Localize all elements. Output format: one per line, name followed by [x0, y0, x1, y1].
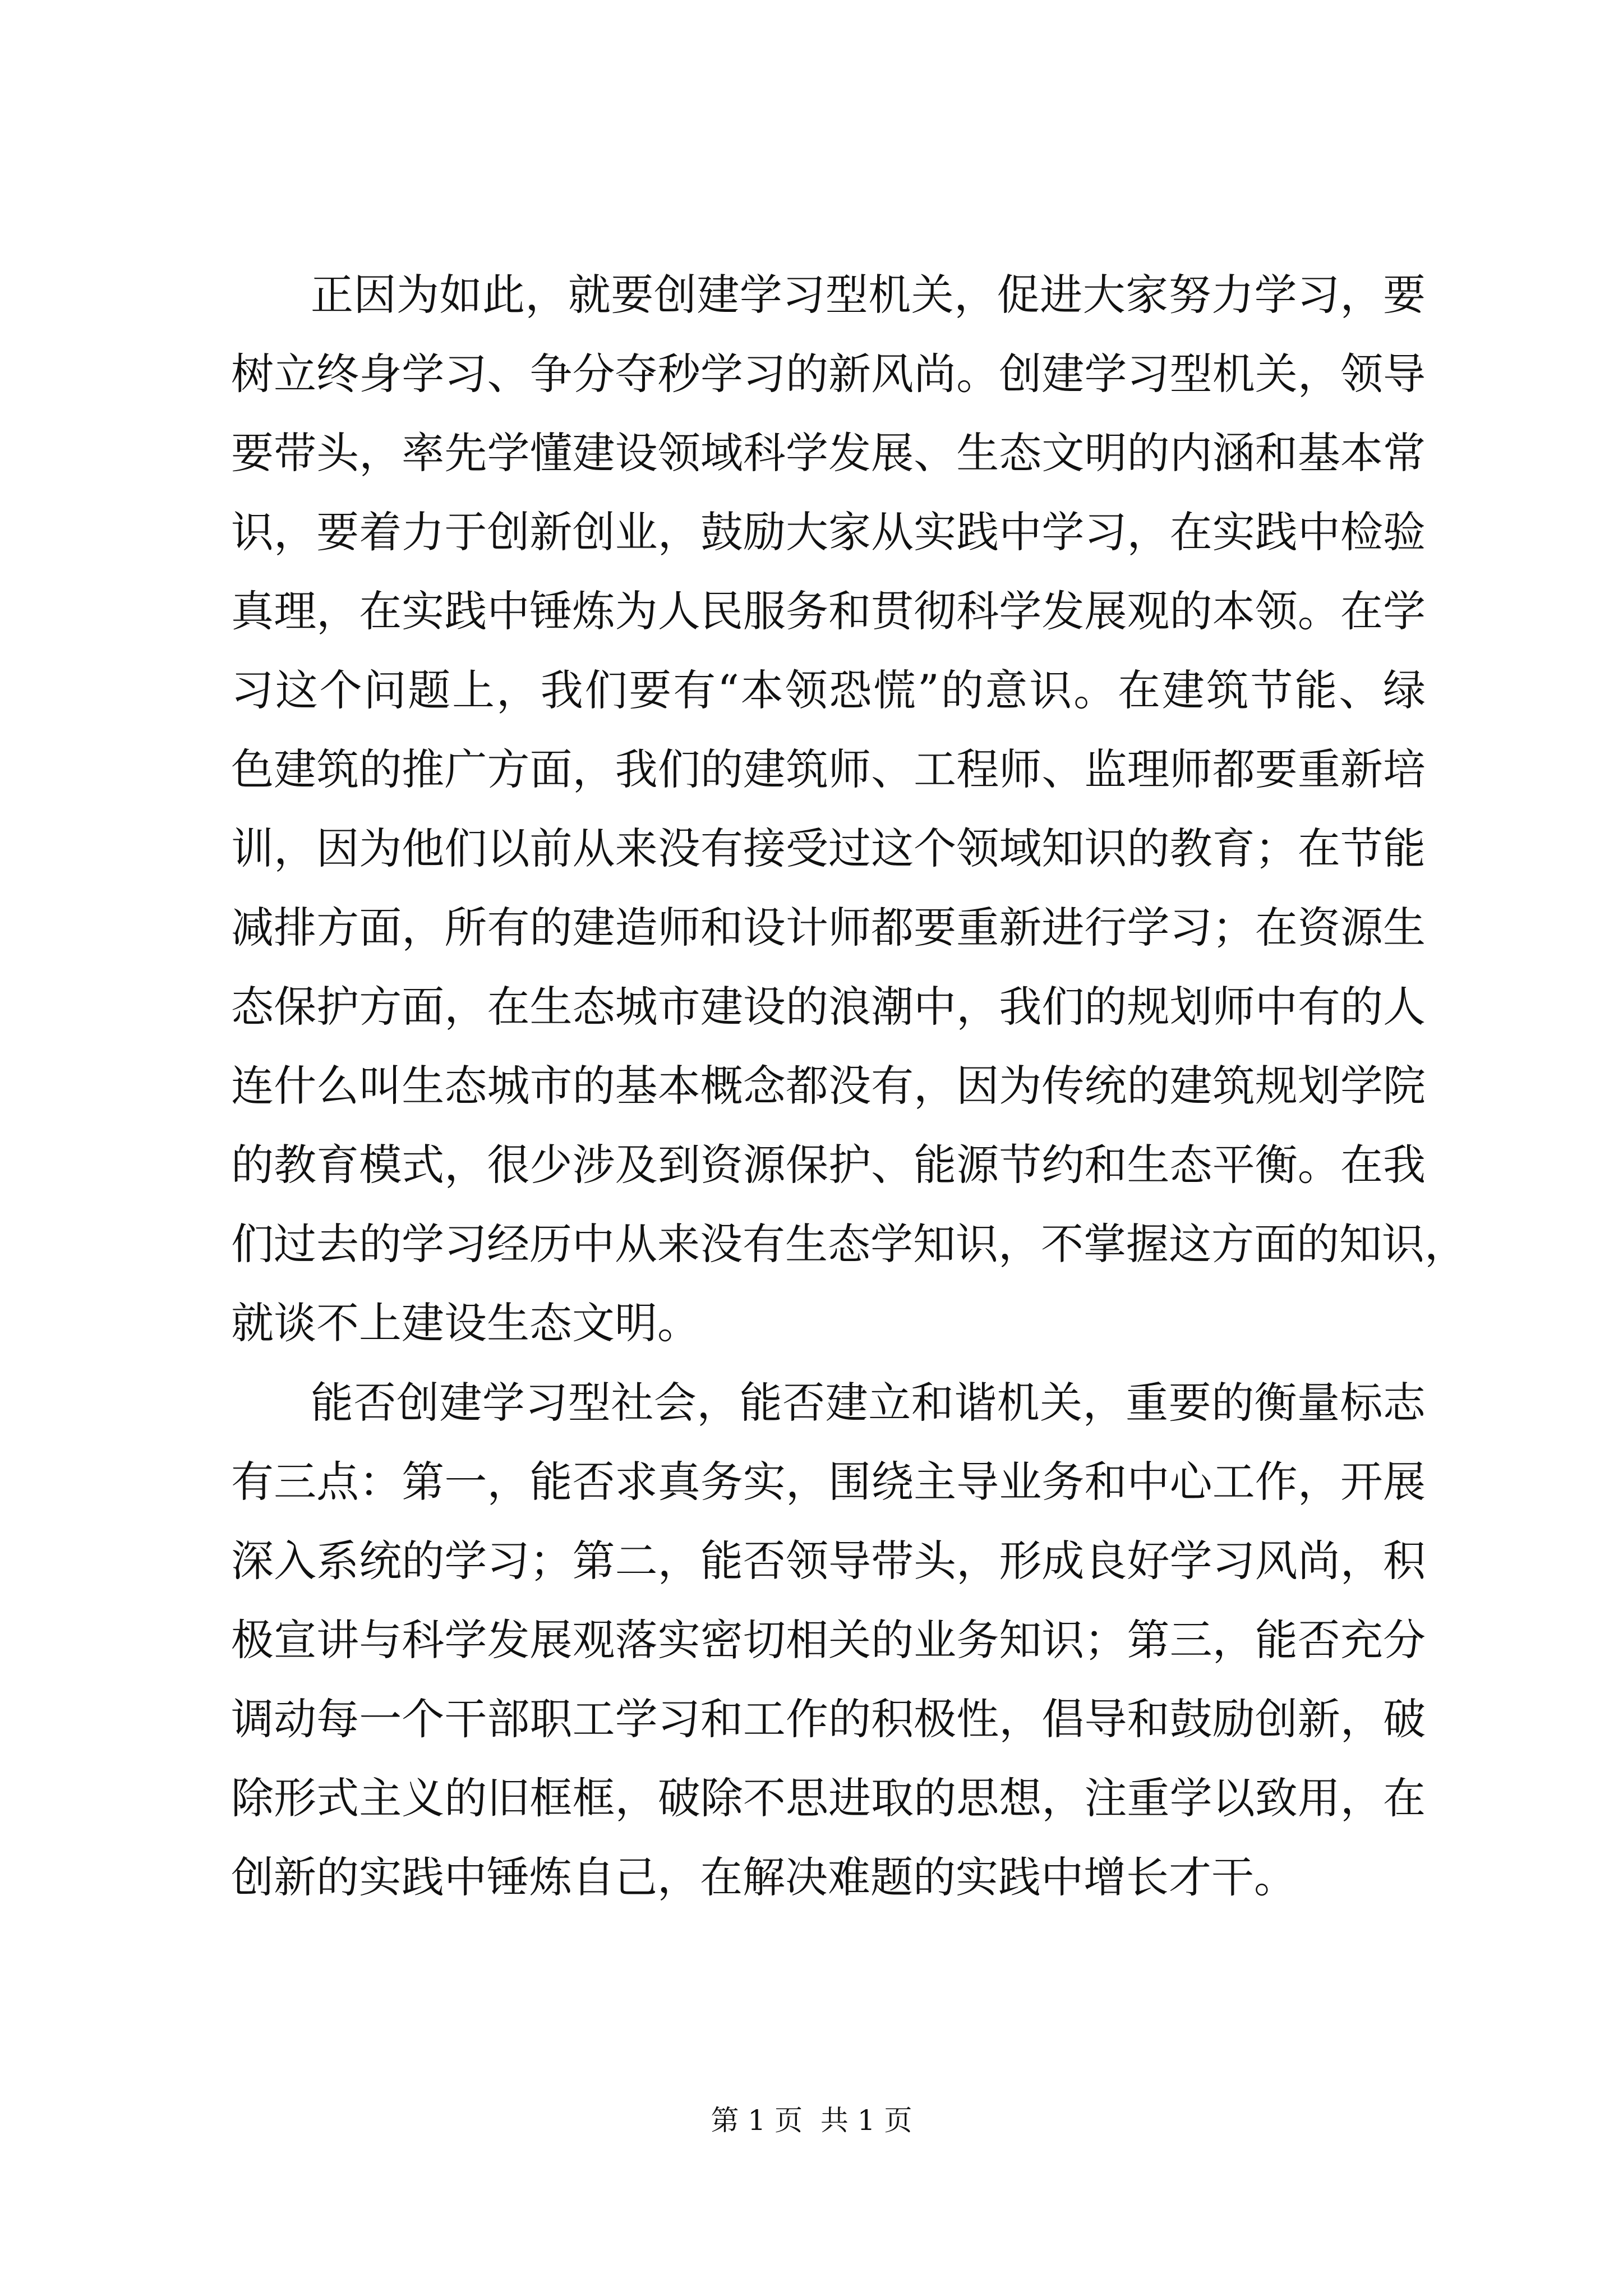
paragraph-line: 深入系统的学习；第二，能否领导带头，形成良好学习风尚，积: [231, 1536, 1426, 1586]
paragraph-line: 极宣讲与科学发展观落实密切相关的业务知识；第三，能否充分: [231, 1615, 1426, 1665]
paragraph-2: [231, 1363, 1426, 1917]
paragraph-line: 态保护方面，在生态城市建设的浪潮中，我们的规划师中有的人: [231, 982, 1426, 1032]
document-body: [231, 255, 1467, 1917]
paragraph-line: 创新的实践中锤炼自己，在解决难题的实践中增长才干。: [231, 1852, 1297, 1902]
paragraph-line: 真理，在实践中锤炼为人民服务和贯彻科学发展观的本领。在学: [231, 586, 1426, 636]
paragraph-line: 习这个问题上，我们要有“本领恐慌”的意识。在建筑节能、绿: [231, 665, 1426, 715]
paragraph-line: 连什么叫生态城市的基本概念都没有，因为传统的建筑规划学院: [231, 1061, 1426, 1111]
paragraph-line: 有三点：第一，能否求真务实，围绕主导业务和中心工作，开展: [231, 1457, 1426, 1507]
paragraph-line: 色建筑的推广方面，我们的建筑师、工程师、监理师都要重新培: [231, 744, 1426, 794]
paragraph-line: 要带头，率先学懂建设领域科学发展、生态文明的内涵和基本常: [231, 428, 1426, 478]
paragraph-line: 树立终身学习、争分夺秒学习的新风尚。创建学习型机关，领导: [231, 349, 1426, 399]
paragraph-line: 识，要着力于创新创业，鼓励大家从实践中学习，在实践中检验: [231, 507, 1426, 557]
paragraph-line: 减排方面，所有的建造师和设计师都要重新进行学习；在资源生: [231, 903, 1426, 953]
page-number-footer: 第 1 页 共 1 页: [711, 2104, 912, 2137]
paragraph-line: 除形式主义的旧框框，破除不思进取的思想，注重学以致用，在: [231, 1773, 1426, 1823]
paragraph-line: 训，因为他们以前从来没有接受过这个领域知识的教育；在节能: [231, 823, 1426, 873]
paragraph-line: 的教育模式，很少涉及到资源保护、能源节约和生态平衡。在我: [231, 1140, 1426, 1190]
paragraph-1: [231, 255, 1467, 1363]
paragraph-line: 调动每一个干部职工学习和工作的积极性，倡导和鼓励创新，破: [231, 1694, 1426, 1744]
paragraph-line: 就谈不上建设生态文明。: [231, 1298, 700, 1348]
paragraph-line: 们过去的学习经历中从来没有生态学知识，不掌握这方面的知识，: [231, 1219, 1467, 1269]
paragraph-line: 正因为如此，就要创建学习型机关，促进大家努力学习，要: [311, 270, 1426, 320]
paragraph-line: 能否创建学习型社会，能否建立和谐机关，重要的衡量标志: [311, 1378, 1426, 1428]
